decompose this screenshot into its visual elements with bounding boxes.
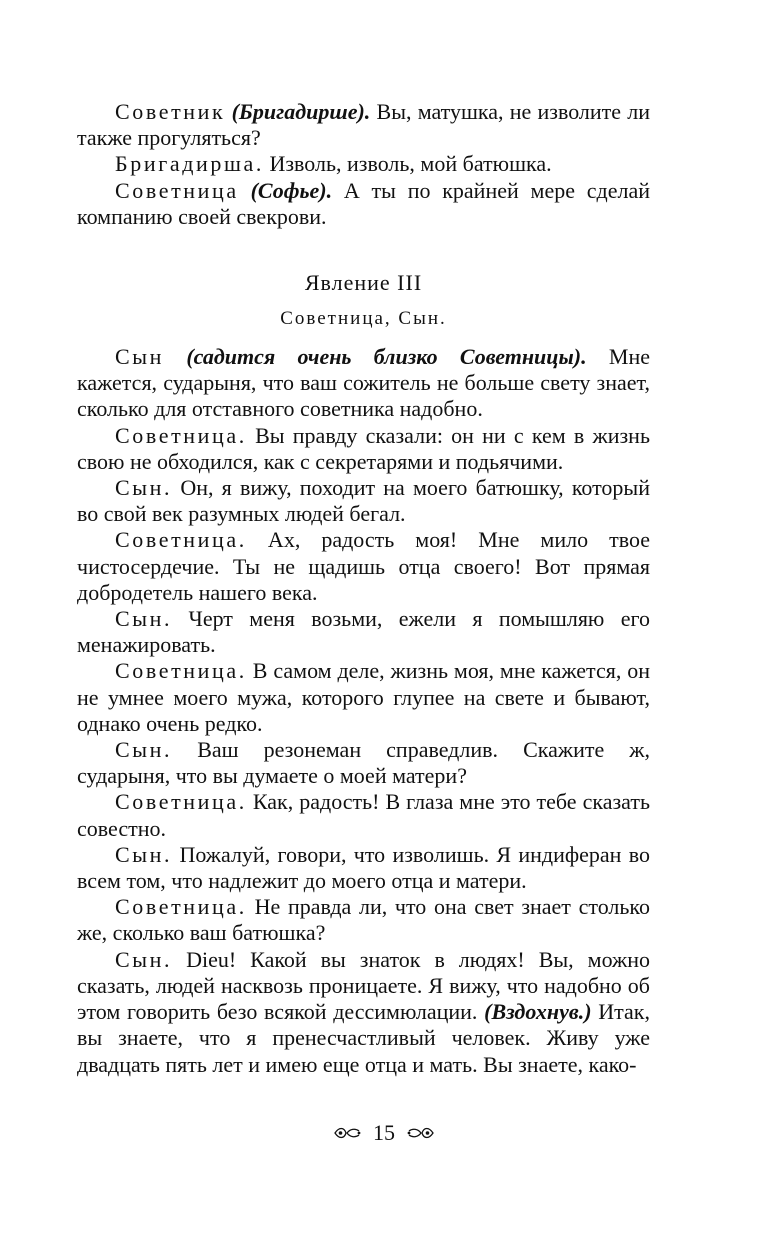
speaker-name: Советница. xyxy=(115,422,247,448)
scene-cast: Советница, Сын. xyxy=(280,308,447,330)
line-text: Он, я вижу, походит на моего батюшку, который во свой век разумных людей бегал. xyxy=(77,475,650,527)
stage-direction: (Бригадирше). xyxy=(231,99,371,124)
speaker-name: Сын. xyxy=(115,475,173,501)
speaker-name: Советница. xyxy=(115,789,247,815)
line-text: Пожалуй, говори, что изволишь. Я индиферан во всем том, что надлежит до моего отца и матери. xyxy=(77,841,650,894)
line-text: Ах, радость моя! Мне мило твое чистосердечие. Ты не щадишь отца своего! Вот прямая добродетель нашего века. xyxy=(77,527,650,605)
speaker-name: Сын. xyxy=(115,737,173,763)
line-text: Dieu! Какой вы знаток в людях! Вы, можно сказать, людей насквозь проницаете. Я вижу, что надобно об этом говорить безо всякой дессимюлации. xyxy=(77,946,650,1025)
page-text xyxy=(77,99,650,1078)
paragraph xyxy=(77,737,650,789)
line-text: Не правда ли, что она свет знает столько же, сколько ваш батюшка? xyxy=(77,894,650,946)
stage-direction: (садится очень близко Советницы). xyxy=(186,344,587,370)
line-text: В самом деле, жизнь моя, мне кажется, он не умнее моего мужа, которого глупее на свете и бывают, однако очень редко. xyxy=(77,658,650,736)
speaker-name: Советник xyxy=(115,99,226,124)
line-text: Как, радость! В глаза мне это тебе сказать совестно. xyxy=(77,789,650,841)
stage-direction: (Софье). xyxy=(250,177,333,203)
paragraph xyxy=(77,151,650,177)
line-text: Итак, вы знаете, что я пренесчастливый человек. Живу уже двадцать пять лет и имею еще отца и мать. Вы знаете, како- xyxy=(77,999,650,1077)
speaker-name: Сын. xyxy=(115,606,173,632)
paragraph xyxy=(77,178,650,230)
paragraph xyxy=(77,527,650,606)
line-text: Вы, матушка, не изволите ли также прогуляться? xyxy=(77,99,651,151)
stage-direction: (Вздохнув.) xyxy=(484,999,592,1025)
paragraph xyxy=(77,423,650,475)
line-text: Вы правду сказали: он ни с кем в жизнь свою не обходился, как с секретарями и подьячими. xyxy=(77,422,650,474)
spacer xyxy=(77,230,650,270)
paragraph xyxy=(77,475,650,527)
paragraph xyxy=(77,947,650,1078)
paragraph xyxy=(77,606,650,658)
speaker-name: Бригадирша. xyxy=(115,151,264,177)
floral-ornament-icon xyxy=(407,1125,435,1141)
speaker-name: Сын xyxy=(115,344,165,370)
speaker-name: Советница. xyxy=(115,527,247,553)
speaker-name: Советница. xyxy=(115,894,247,920)
speaker-name: Сын. xyxy=(115,946,173,972)
speaker-name: Сын. xyxy=(115,841,173,867)
page-number: 15 xyxy=(373,1120,395,1145)
line-text: Ваш резонеман справедлив. Скажите ж, сударыня, что вы думаете о моей матери? xyxy=(77,737,650,789)
floral-ornament-icon xyxy=(333,1125,361,1141)
paragraph xyxy=(77,344,650,423)
speaker-name: Советница. xyxy=(115,658,247,684)
paragraph xyxy=(77,658,650,737)
paragraph xyxy=(77,894,650,946)
paragraph xyxy=(77,789,650,841)
page-footer xyxy=(0,1120,768,1146)
speaker-name: Советница xyxy=(115,177,239,203)
paragraph xyxy=(77,99,650,151)
scene-title: Явление III xyxy=(304,270,423,296)
line-text: А ты по крайней мере сделай компанию своей свекрови. xyxy=(77,177,650,229)
paragraph xyxy=(77,842,650,894)
line-text: Мне кажется, сударыня, что ваш сожитель не больше свету знает, сколько для отставного советника надобно. xyxy=(77,344,650,422)
line-text: Черт меня возьми, ежели я помышляю его менажировать. xyxy=(77,606,650,658)
line-text: Изволь, изволь, мой батюшка. xyxy=(263,151,552,177)
